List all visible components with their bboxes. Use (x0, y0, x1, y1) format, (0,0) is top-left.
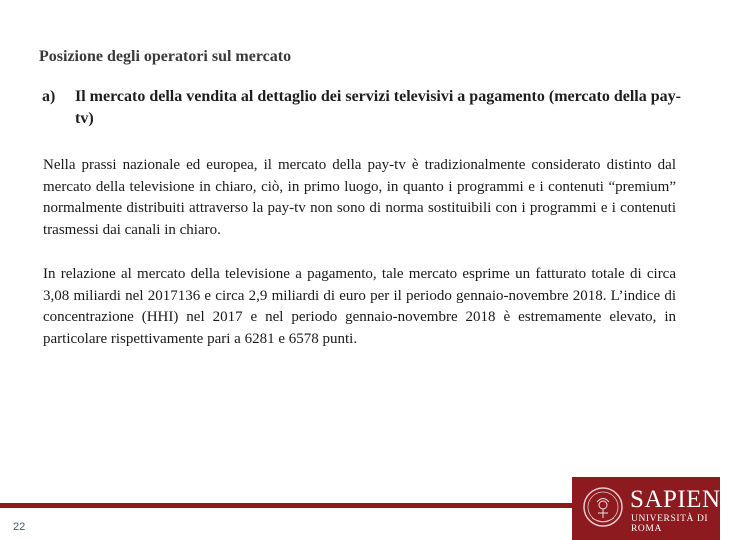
paragraph-2: In relazione al mercato della televisione a pagamento, tale mercato esprime un fatturato totale di circa 3,08 miliardi nel 2017136 e circa 2,9 miliardi di euro per il periodo gennaio-novembre 2018. L’indice di concentrazione (HHI) nel 2017 e nel periodo gennaio-novembre 2018 è estremamente elevato, in particolare rispettivamente pari a 6281 e 6578 punti. (43, 266, 676, 347)
section-subheading (42, 86, 682, 130)
paragraph-1: Nella prassi nazionale ed europea, il mercato della pay-tv è tradizionalmente considerato distinto dal mercato della televisione in chiaro, ciò, in primo luogo, in quanto i programmi e i contenuti “premium” normalmente distribuiti attraverso la pay-tv non sono di norma sostituibili con i programmi e i contenuti trasmessi dai canali in chiaro. (43, 157, 676, 238)
slide-heading: Posizione degli operatori sul mercato (39, 48, 292, 65)
subheading-text: Il mercato della vendita al dettaglio dei servizi televisivi a pagamento (mercato della pay-tv) (75, 88, 681, 127)
sapienza-seal-icon (582, 484, 624, 530)
list-marker: a) (42, 88, 56, 105)
logo-name: SAPIENZA (630, 486, 755, 513)
logo-subtitle: UNIVERSITÀ DI ROMA (631, 514, 709, 534)
page-number: 22 (13, 521, 26, 533)
